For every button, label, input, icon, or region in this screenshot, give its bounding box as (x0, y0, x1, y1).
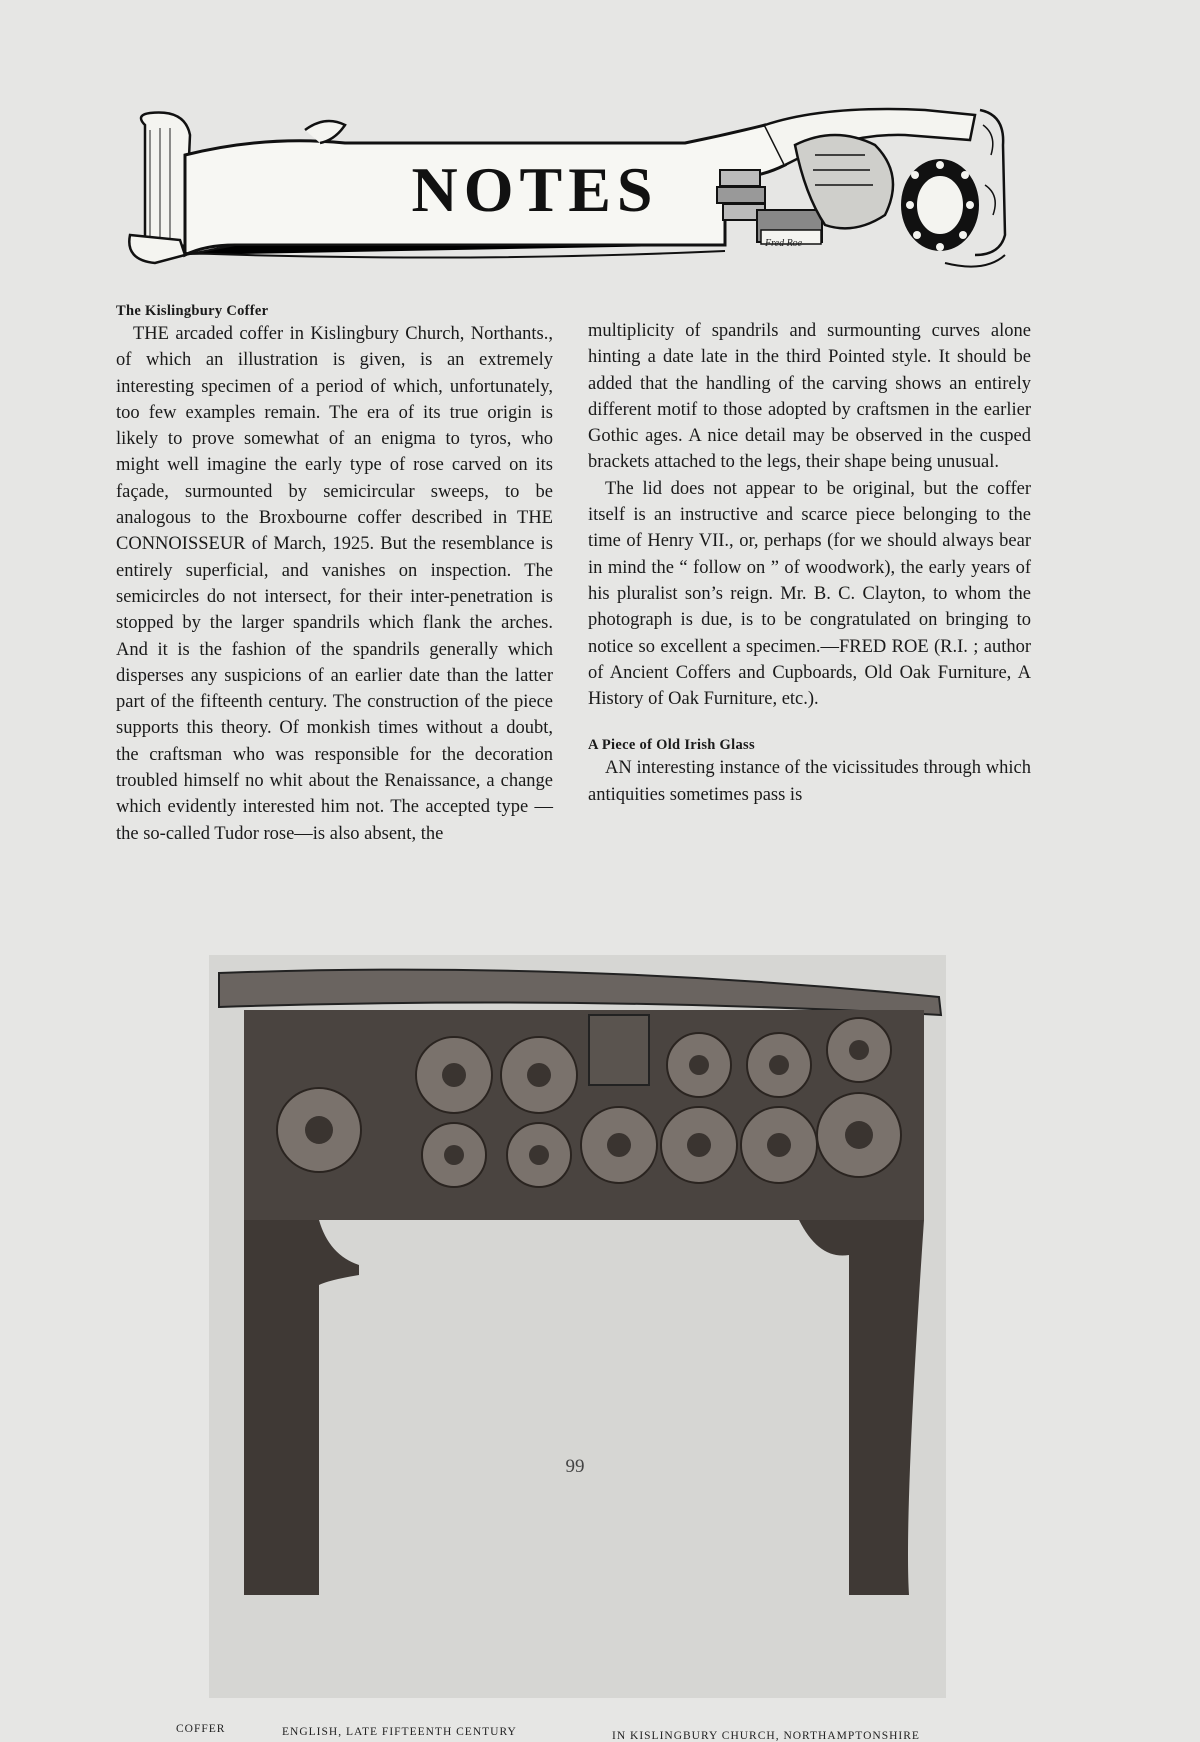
page-number: 99 (565, 1456, 585, 1477)
coffer-photograph-image (209, 955, 946, 1698)
article-heading-kislingbury-coffer: The Kislingbury Coffer (116, 303, 269, 319)
caption-date: ENGLISH, LATE FIFTEENTH CENTURY (282, 1726, 517, 1738)
article-paragraph: THE arcaded coffer in Kislingbury Church, Northants., of which an illustration is given, is an extremely interesting specimen of a period of which, unfortunately, too few examples remain. The era of its true origin is likely to prove somewhat of an enigma to tyros, who might well imagine the early type of rose carved on its façade, surmounted by semicircular sweeps, to be analogous to the Broxbourne coffer described in THE CONNOISSEUR of March, 1925. But the resemblance is entirely superficial, and vanishes on inspection. The semicircles do not intersect, for their inter-penetration is stopped by the larger spandrils which flank the arches. And it is the fashion of the spandrils generally which disperses any suspicions of an earlier date than the latter part of the fifteenth century. The construction of the piece supports this theory. Of monkish times without a doubt, the craftsman who was responsible for the decoration troubled himself no whit about the Renaissance, a change which evidently interested him not. The accepted type —the so-called Tudor rose—is also absent, the (116, 324, 553, 844)
caption-location: IN KISLINGBURY CHURCH, NORTHAMPTONSHIRE (612, 1730, 920, 1742)
article-paragraph: The lid does not appear to be original, but the coffer itself is an instructive and scarce piece belonging to the time of Henry VII., or, perhaps (for we should always bear in mind the “ follow on ” of woodwork), the early years of his pluralist son’s reign. Mr. B. C. Clayton, to whom the photograph is due, is to be congratulated on bringing to notice so excellent a specimen.—FRED ROE (R.I. ; author of Ancient Coffers and Cupboards, Old Oak Furniture, A History of Oak Furniture, etc.). (588, 478, 1031, 710)
caption-object: COFFER (176, 1723, 226, 1735)
notes-banner (125, 95, 1020, 280)
article-paragraph: AN interesting instance of the vicissitudes through which antiquities sometimes pass is (588, 758, 1031, 805)
artist-signature: Fred Roe (765, 238, 803, 249)
right-column (588, 318, 1031, 808)
article-heading-irish-glass: A Piece of Old Irish Glass (588, 737, 755, 754)
banner-title: NOTES (411, 154, 659, 225)
article-paragraph: multiplicity of spandrils and surmounting curves alone hinting a date late in the third Pointed style. It should be added that the handling of the carving shows an entirely different motif to those adopted by craftsmen in the earlier Gothic ages. A nice detail may be observed in the cusped brackets attached to the legs, their shape being unusual. (588, 321, 1031, 473)
left-column (116, 300, 553, 847)
